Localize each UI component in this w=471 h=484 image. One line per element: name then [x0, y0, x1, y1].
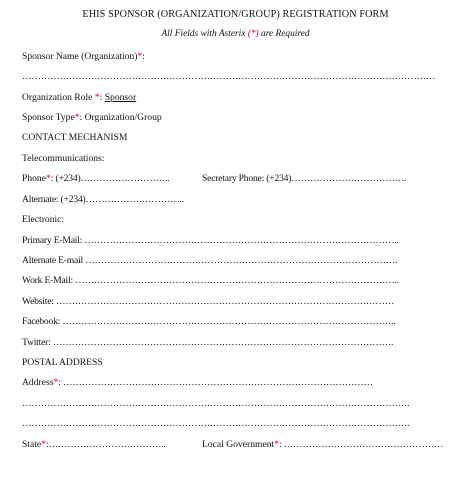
- form-title: EHIS SPONSOR (ORGANIZATION/GROUP) REGISTRATION FORM: [82, 9, 389, 20]
- state-field[interactable]: :………………………………..: [45, 439, 166, 450]
- org-role-row: [22, 92, 136, 103]
- sponsor-name-label: Sponsor Name (Organization): [22, 51, 138, 62]
- org-role-colon: :: [99, 92, 105, 103]
- contact-mechanism-heading: CONTACT MECHANISM: [22, 132, 128, 143]
- phone-label: Phone: [22, 173, 46, 184]
- subtitle-text-post: are Required: [258, 29, 310, 39]
- sponsor-type-value: : Organization/Group: [79, 112, 162, 123]
- phone-field[interactable]: : (+234)………………………..: [50, 173, 170, 184]
- subtitle-text-pre: All Fields with Asterix: [161, 29, 248, 39]
- org-role-value: Sponsor: [104, 92, 137, 103]
- address-row: [22, 377, 373, 388]
- local-government-label: Local Government: [202, 439, 275, 450]
- electronic-label: Electronic:: [22, 214, 65, 225]
- form-subtitle: [0, 29, 471, 39]
- sponsor-name-row: [22, 51, 145, 62]
- org-role-label: Organization Role: [22, 92, 95, 103]
- required-asterisk: *: [137, 51, 143, 62]
- facebook-field[interactable]: Facebook: ……………………………………………………………………………………………..: [22, 316, 396, 327]
- sponsor-type-row: [22, 112, 162, 123]
- required-asterisk: *: [94, 92, 100, 103]
- alternate-phone-field[interactable]: Alternate: (+234)…………………………..: [22, 194, 184, 205]
- required-asterisk: *: [41, 439, 46, 450]
- state-label: State: [22, 439, 42, 450]
- required-asterisk: *: [274, 439, 279, 450]
- telecommunications-label: Telecommunications:: [22, 153, 105, 164]
- state-row: [22, 439, 166, 450]
- address-label: Address: [22, 377, 54, 388]
- address-field[interactable]: : ………………………………………………………………………………………: [58, 377, 373, 388]
- website-field[interactable]: Website: ………………………………………………………………………………………………: [22, 296, 395, 307]
- subtitle-asterisk: (*): [247, 29, 259, 39]
- required-asterisk: *: [45, 173, 51, 184]
- alternate-email-field[interactable]: Alternate E-mail ……………………………………………………………………………………….: [22, 255, 398, 266]
- primary-email-field[interactable]: Primary E-Mail: ………………………………………………………………………………………..: [22, 235, 399, 246]
- phone-row: [22, 173, 169, 184]
- local-government-row: [202, 439, 443, 450]
- secretary-phone-field[interactable]: Secretary Phone: (+234)……………………………….: [202, 173, 407, 184]
- twitter-field[interactable]: Twitter: ……………………………………………………………………………………………….: [22, 337, 394, 348]
- local-government-field[interactable]: : ……………………………………………: [279, 439, 444, 450]
- address-field-line-3[interactable]: …………………………………………………………………………………………………………….: [22, 418, 410, 429]
- required-asterisk: *: [74, 112, 80, 123]
- sponsor-type-label: Sponsor Type: [22, 112, 75, 123]
- sponsor-name-field[interactable]: ……………………………………………………………………………………………………………………: [22, 71, 436, 82]
- required-asterisk: *: [53, 377, 59, 388]
- work-email-field[interactable]: Work E-Mail: …………………………………………………………………………………………..: [22, 275, 399, 286]
- sponsor-name-colon: :: [142, 51, 145, 62]
- postal-address-heading: POSTAL ADDRESS: [22, 357, 103, 368]
- address-field-line-2[interactable]: …………………………………………………………………………………………………………….: [22, 398, 410, 409]
